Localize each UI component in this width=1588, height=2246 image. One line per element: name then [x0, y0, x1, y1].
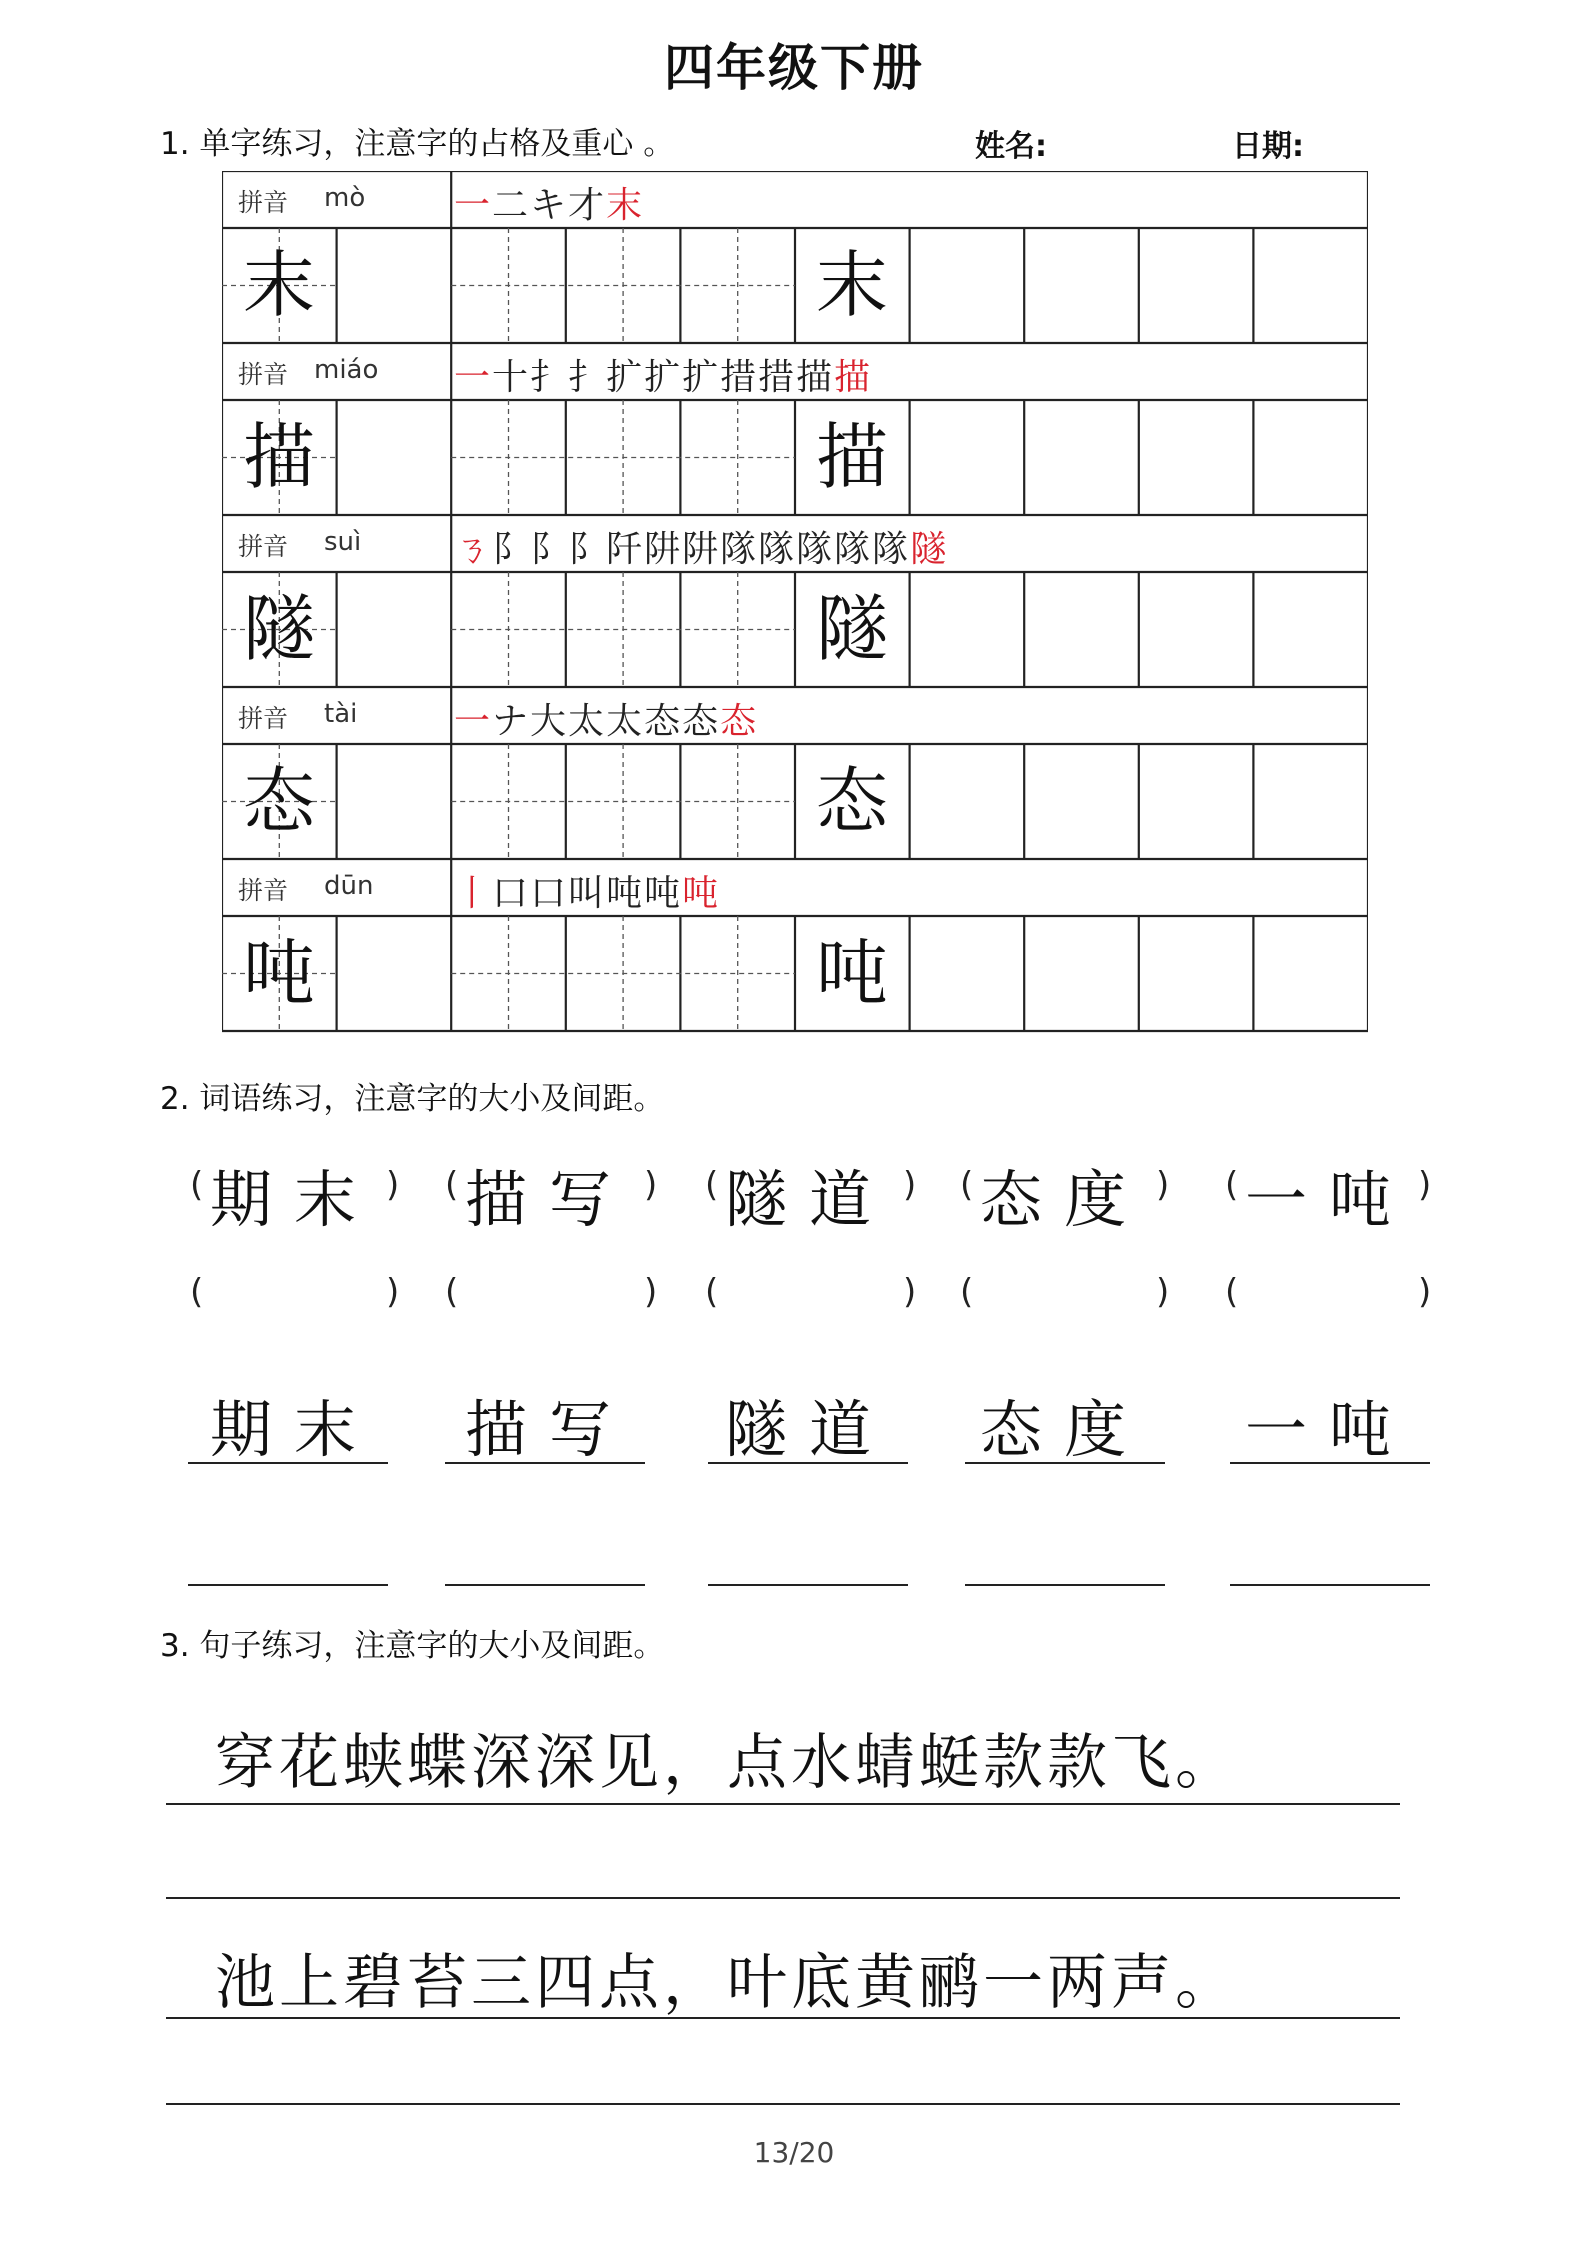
pinyin-row [222, 859, 1368, 916]
word-trace: 态度 [980, 1393, 1149, 1466]
open-paren: ( [445, 1165, 459, 1205]
stroke-step: 扩 [606, 357, 645, 398]
stroke-order [454, 521, 948, 572]
page-number: 13/20 [753, 2136, 835, 2169]
stroke-step: キ [530, 185, 569, 226]
trace-character: 态 [815, 759, 888, 843]
stroke-step: 措 [720, 357, 759, 398]
stroke-step: 隧 [910, 529, 949, 570]
trace-character: 吨 [815, 931, 888, 1015]
model-character: 末 [242, 243, 315, 327]
word-pinyin-example: 隧道 [725, 1163, 894, 1236]
stroke-step: 叫 [568, 873, 607, 914]
stroke-step: 口 [530, 873, 569, 914]
pinyin-value: suì [324, 527, 362, 557]
pinyin-value: tài [324, 699, 358, 729]
word-pinyin-example: 态度 [980, 1163, 1149, 1236]
writing-line[interactable] [166, 2017, 1400, 2019]
word-trace: 期末 [210, 1393, 379, 1466]
stroke-step: 扌 [568, 357, 607, 398]
stroke-step: 太 [568, 701, 607, 742]
open-paren: ( [1225, 1165, 1239, 1205]
section1-heading: 1. 单字练习，注意字的占格及重心 。 [160, 126, 675, 162]
stroke-step: 一 [454, 357, 493, 398]
writing-line[interactable] [166, 1803, 1400, 1805]
writing-line[interactable] [1230, 1462, 1430, 1464]
open-paren: ( [960, 1165, 974, 1205]
writing-line[interactable] [166, 2103, 1400, 2105]
writing-line[interactable] [188, 1584, 388, 1586]
stroke-step: 阱 [644, 529, 683, 570]
word-pinyin-example: 描写 [465, 1163, 634, 1236]
open-paren: ( [190, 1165, 204, 1205]
stroke-step: 末 [606, 185, 645, 226]
trace-character: 隧 [815, 587, 888, 671]
page-title: 四年级下册 [664, 39, 924, 97]
model-character: 隧 [242, 587, 315, 671]
writing-line[interactable] [1230, 1584, 1430, 1586]
stroke-order [454, 349, 872, 400]
writing-line[interactable] [965, 1462, 1165, 1464]
close-paren: ) [1418, 1165, 1432, 1205]
stroke-step: 阝 [492, 529, 531, 570]
model-character: 吨 [242, 931, 315, 1015]
stroke-step: 隊 [796, 529, 835, 570]
stroke-step: 描 [834, 357, 873, 398]
pinyin-label: 拼音 [238, 532, 289, 561]
pinyin-label: 拼音 [238, 876, 289, 905]
open-paren: ( [1225, 1272, 1239, 1312]
stroke-step: 吨 [606, 873, 645, 914]
close-paren: ) [903, 1272, 917, 1312]
stroke-step: 扌 [530, 357, 569, 398]
stroke-step: 二 [492, 185, 531, 226]
word-trace: 隧道 [725, 1393, 894, 1466]
close-paren: ) [1156, 1165, 1170, 1205]
close-paren: ) [1418, 1272, 1432, 1312]
stroke-step: 大 [530, 701, 569, 742]
stroke-step: 隊 [720, 529, 759, 570]
close-paren: ) [644, 1272, 658, 1312]
writing-line[interactable] [166, 1897, 1400, 1899]
stroke-step: 阝 [568, 529, 607, 570]
stroke-step: 十 [492, 357, 531, 398]
stroke-step: 丨 [454, 873, 493, 914]
close-paren: ) [1156, 1272, 1170, 1312]
pinyin-label: 拼音 [238, 704, 289, 733]
stroke-step: 口 [492, 873, 531, 914]
section2-heading: 2. 词语练习，注意字的大小及间距。 [160, 1081, 665, 1117]
close-paren: ) [386, 1272, 400, 1312]
stroke-step: ㄋ [454, 529, 493, 570]
stroke-step: 隊 [872, 529, 911, 570]
name-label: 姓名: [975, 129, 1047, 164]
stroke-step: 描 [796, 357, 835, 398]
model-character: 态 [242, 759, 315, 843]
word-pinyin-example: 期末 [210, 1163, 379, 1236]
stroke-step: 态 [682, 701, 721, 742]
character-grid [222, 171, 1368, 1033]
pinyin-row [222, 171, 1368, 228]
stroke-step: 吨 [644, 873, 683, 914]
writing-line[interactable] [445, 1462, 645, 1464]
stroke-step: 隊 [834, 529, 873, 570]
pinyin-row [222, 687, 1368, 744]
writing-line[interactable] [188, 1462, 388, 1464]
section3-heading: 3. 句子练习，注意字的大小及间距。 [160, 1628, 665, 1664]
stroke-step: 一 [454, 185, 493, 226]
stroke-step: 太 [606, 701, 645, 742]
open-paren: ( [445, 1272, 459, 1312]
pinyin-row [222, 343, 1368, 400]
word-pinyin-example: 一吨 [1245, 1163, 1414, 1236]
stroke-step: 阱 [682, 529, 721, 570]
stroke-step: ナ [492, 701, 531, 742]
writing-line[interactable] [445, 1584, 645, 1586]
stroke-step: 扩 [644, 357, 683, 398]
stroke-step: 才 [568, 185, 607, 226]
pinyin-row [222, 515, 1368, 572]
open-paren: ( [960, 1272, 974, 1312]
open-paren: ( [705, 1272, 719, 1312]
stroke-step: 一 [454, 701, 493, 742]
trace-character: 描 [815, 415, 888, 499]
sentence-trace: 穿花蛱蝶深深见，点水蜻蜓款款飞。 [215, 1728, 1239, 1798]
close-paren: ) [644, 1165, 658, 1205]
word-trace: 一吨 [1245, 1393, 1414, 1466]
writing-line[interactable] [708, 1584, 908, 1586]
writing-line[interactable] [965, 1584, 1165, 1586]
trace-character: 末 [815, 243, 888, 327]
close-paren: ) [903, 1165, 917, 1205]
stroke-step: 吨 [682, 873, 721, 914]
pinyin-value: dūn [324, 871, 374, 901]
pinyin-label: 拼音 [238, 188, 289, 217]
stroke-step: 态 [644, 701, 683, 742]
date-label: 日期: [1232, 129, 1304, 164]
pinyin-label: 拼音 [238, 360, 289, 389]
model-character: 描 [242, 415, 315, 499]
pinyin-value: mò [324, 183, 366, 213]
open-paren: ( [190, 1272, 204, 1312]
stroke-order [454, 865, 720, 916]
word-trace: 描写 [465, 1393, 634, 1466]
stroke-step: 阝 [530, 529, 569, 570]
stroke-order [454, 693, 758, 744]
close-paren: ) [386, 1165, 400, 1205]
stroke-step: 扩 [682, 357, 721, 398]
stroke-order [454, 177, 644, 228]
stroke-step: 态 [720, 701, 759, 742]
stroke-step: 阡 [606, 529, 645, 570]
pinyin-value: miáo [314, 355, 379, 385]
open-paren: ( [705, 1165, 719, 1205]
stroke-step: 措 [758, 357, 797, 398]
stroke-step: 隊 [758, 529, 797, 570]
writing-line[interactable] [708, 1462, 908, 1464]
sentence-trace: 池上碧苔三四点，叶底黄鹂一两声。 [215, 1948, 1239, 2018]
